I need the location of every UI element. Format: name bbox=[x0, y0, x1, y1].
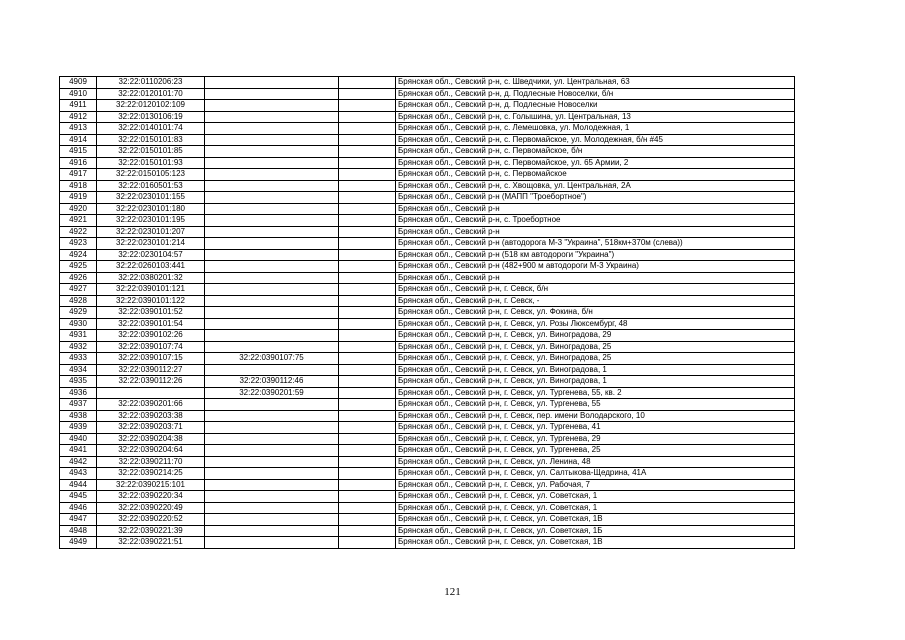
table-row bbox=[60, 433, 795, 445]
table-row bbox=[60, 77, 795, 89]
address-cell: Брянская обл., Севский р-н, г. Севск, ул. Тургенева, 55, кв. 2 bbox=[396, 387, 795, 399]
empty-cell bbox=[339, 307, 396, 319]
cadastral-number-cell: 32:22:0150101:83 bbox=[97, 134, 205, 146]
cadastral-number-cell: 32:22:0230101:155 bbox=[97, 192, 205, 204]
row-number-cell: 4933 bbox=[60, 353, 97, 365]
table-row bbox=[60, 399, 795, 411]
address-cell: Брянская обл., Севский р-н, г. Севск, ул. Розы Люксембург, 48 bbox=[396, 318, 795, 330]
cadastral-number-cell: 32:22:0390107:15 bbox=[97, 353, 205, 365]
cadastral-number-cell: 32:22:0260103:441 bbox=[97, 261, 205, 273]
table-row bbox=[60, 364, 795, 376]
previous-number-cell: 32:22:0390112:46 bbox=[205, 376, 339, 388]
cadastral-number-cell: 32:22:0390220:34 bbox=[97, 491, 205, 503]
cadastral-number-cell: 32:22:0390201:66 bbox=[97, 399, 205, 411]
row-number-cell: 4918 bbox=[60, 180, 97, 192]
address-cell: Брянская обл., Севский р-н, г. Севск, пер. имени Володарского, 10 bbox=[396, 410, 795, 422]
row-number-cell: 4923 bbox=[60, 238, 97, 250]
previous-number-cell bbox=[205, 100, 339, 112]
empty-cell bbox=[339, 146, 396, 158]
previous-number-cell bbox=[205, 226, 339, 238]
table-row bbox=[60, 169, 795, 181]
empty-cell bbox=[339, 134, 396, 146]
cadastral-number-cell: 32:22:0150105:123 bbox=[97, 169, 205, 181]
previous-number-cell bbox=[205, 491, 339, 503]
table-row bbox=[60, 318, 795, 330]
empty-cell bbox=[339, 514, 396, 526]
address-cell: Брянская обл., Севский р-н, с. Первомайское, б/н bbox=[396, 146, 795, 158]
empty-cell bbox=[339, 77, 396, 89]
previous-number-cell bbox=[205, 479, 339, 491]
address-cell: Брянская обл., Севский р-н, г. Севск, ул. Виноградова, 1 bbox=[396, 364, 795, 376]
previous-number-cell bbox=[205, 422, 339, 434]
table-row bbox=[60, 123, 795, 135]
table-row bbox=[60, 376, 795, 388]
table-row bbox=[60, 134, 795, 146]
address-cell: Брянская обл., Севский р-н, г. Севск, ул. Тургенева, 41 bbox=[396, 422, 795, 434]
row-number-cell: 4930 bbox=[60, 318, 97, 330]
previous-number-cell: 32:22:0390201:59 bbox=[205, 387, 339, 399]
row-number-cell: 4911 bbox=[60, 100, 97, 112]
cadastral-number-cell: 32:22:0120101:70 bbox=[97, 88, 205, 100]
row-number-cell: 4917 bbox=[60, 169, 97, 181]
address-cell: Брянская обл., Севский р-н, с. Первомайское, ул. Молодежная, б/н #45 bbox=[396, 134, 795, 146]
empty-cell bbox=[339, 100, 396, 112]
previous-number-cell bbox=[205, 284, 339, 296]
table-row bbox=[60, 330, 795, 342]
empty-cell bbox=[339, 364, 396, 376]
previous-number-cell bbox=[205, 537, 339, 549]
row-number-cell: 4916 bbox=[60, 157, 97, 169]
previous-number-cell bbox=[205, 525, 339, 537]
cadastral-number-cell: 32:22:0150101:93 bbox=[97, 157, 205, 169]
table-row bbox=[60, 180, 795, 192]
table-row bbox=[60, 203, 795, 215]
cadastral-number-cell: 32:22:0390102:26 bbox=[97, 330, 205, 342]
empty-cell bbox=[339, 502, 396, 514]
previous-number-cell bbox=[205, 238, 339, 250]
cadastral-number-cell bbox=[97, 387, 205, 399]
row-number-cell: 4925 bbox=[60, 261, 97, 273]
table-row bbox=[60, 238, 795, 250]
address-cell: Брянская обл., Севский р-н (МАПП "Троебортное") bbox=[396, 192, 795, 204]
table-row bbox=[60, 261, 795, 273]
row-number-cell: 4932 bbox=[60, 341, 97, 353]
previous-number-cell bbox=[205, 203, 339, 215]
previous-number-cell bbox=[205, 433, 339, 445]
previous-number-cell bbox=[205, 468, 339, 480]
row-number-cell: 4942 bbox=[60, 456, 97, 468]
row-number-cell: 4931 bbox=[60, 330, 97, 342]
row-number-cell: 4948 bbox=[60, 525, 97, 537]
previous-number-cell bbox=[205, 318, 339, 330]
table-row bbox=[60, 157, 795, 169]
cadastral-number-cell: 32:22:0150101:85 bbox=[97, 146, 205, 158]
address-cell: Брянская обл., Севский р-н, с. Первомайское, ул. 65 Армии, 2 bbox=[396, 157, 795, 169]
table-row bbox=[60, 387, 795, 399]
address-cell: Брянская обл., Севский р-н, г. Севск, ул. Тургенева, 55 bbox=[396, 399, 795, 411]
address-cell: Брянская обл., Севский р-н bbox=[396, 226, 795, 238]
row-number-cell: 4945 bbox=[60, 491, 97, 503]
empty-cell bbox=[339, 249, 396, 261]
cadastral-number-cell: 32:22:0390101:121 bbox=[97, 284, 205, 296]
empty-cell bbox=[339, 410, 396, 422]
row-number-cell: 4928 bbox=[60, 295, 97, 307]
previous-number-cell bbox=[205, 192, 339, 204]
address-cell: Брянская обл., Севский р-н, г. Севск, ул. Советская, 1В bbox=[396, 514, 795, 526]
registry-table-body bbox=[60, 77, 795, 549]
address-cell: Брянская обл., Севский р-н, с. Шведчики, ул. Центральная, 63 bbox=[396, 77, 795, 89]
empty-cell bbox=[339, 525, 396, 537]
previous-number-cell bbox=[205, 157, 339, 169]
row-number-cell: 4921 bbox=[60, 215, 97, 227]
cadastral-number-cell: 32:22:0160501:53 bbox=[97, 180, 205, 192]
address-cell: Брянская обл., Севский р-н, д. Подлесные Новоселки bbox=[396, 100, 795, 112]
table-row bbox=[60, 284, 795, 296]
table-row bbox=[60, 456, 795, 468]
empty-cell bbox=[339, 433, 396, 445]
table-row bbox=[60, 468, 795, 480]
table-row bbox=[60, 410, 795, 422]
table-row bbox=[60, 422, 795, 434]
address-cell: Брянская обл., Севский р-н, г. Севск, ул. Ленина, 48 bbox=[396, 456, 795, 468]
cadastral-number-cell: 32:22:0230101:180 bbox=[97, 203, 205, 215]
empty-cell bbox=[339, 422, 396, 434]
row-number-cell: 4929 bbox=[60, 307, 97, 319]
address-cell: Брянская обл., Севский р-н, г. Севск, ул. Советская, 1Б bbox=[396, 525, 795, 537]
row-number-cell: 4936 bbox=[60, 387, 97, 399]
empty-cell bbox=[339, 215, 396, 227]
cadastral-number-cell: 32:22:0390220:49 bbox=[97, 502, 205, 514]
empty-cell bbox=[339, 353, 396, 365]
previous-number-cell bbox=[205, 456, 339, 468]
table-row bbox=[60, 514, 795, 526]
empty-cell bbox=[339, 479, 396, 491]
cadastral-number-cell: 32:22:0390112:26 bbox=[97, 376, 205, 388]
previous-number-cell bbox=[205, 295, 339, 307]
empty-cell bbox=[339, 203, 396, 215]
address-cell: Брянская обл., Севский р-н (518 км автодороги "Украина") bbox=[396, 249, 795, 261]
table-row bbox=[60, 445, 795, 457]
address-cell: Брянская обл., Севский р-н, г. Севск, ул. Виноградова, 25 bbox=[396, 353, 795, 365]
previous-number-cell bbox=[205, 272, 339, 284]
previous-number-cell bbox=[205, 249, 339, 261]
empty-cell bbox=[339, 537, 396, 549]
address-cell: Брянская обл., Севский р-н (автодорога М-3 "Украина", 518км+370м (слева)) bbox=[396, 238, 795, 250]
table-row bbox=[60, 111, 795, 123]
address-cell: Брянская обл., Севский р-н, с. Троебортное bbox=[396, 215, 795, 227]
cadastral-number-cell: 32:22:0390204:64 bbox=[97, 445, 205, 457]
previous-number-cell bbox=[205, 307, 339, 319]
previous-number-cell bbox=[205, 330, 339, 342]
cadastral-number-cell: 32:22:0110206:23 bbox=[97, 77, 205, 89]
previous-number-cell bbox=[205, 77, 339, 89]
previous-number-cell bbox=[205, 88, 339, 100]
cadastral-number-cell: 32:22:0230101:207 bbox=[97, 226, 205, 238]
row-number-cell: 4919 bbox=[60, 192, 97, 204]
row-number-cell: 4946 bbox=[60, 502, 97, 514]
registry-table bbox=[59, 76, 795, 549]
row-number-cell: 4915 bbox=[60, 146, 97, 158]
previous-number-cell bbox=[205, 215, 339, 227]
row-number-cell: 4913 bbox=[60, 123, 97, 135]
row-number-cell: 4940 bbox=[60, 433, 97, 445]
previous-number-cell bbox=[205, 146, 339, 158]
cadastral-number-cell: 32:22:0390107:74 bbox=[97, 341, 205, 353]
empty-cell bbox=[339, 468, 396, 480]
address-cell: Брянская обл., Севский р-н bbox=[396, 272, 795, 284]
cadastral-number-cell: 32:22:0390221:39 bbox=[97, 525, 205, 537]
address-cell: Брянская обл., Севский р-н, г. Севск, ул. Советская, 1В bbox=[396, 537, 795, 549]
row-number-cell: 4949 bbox=[60, 537, 97, 549]
previous-number-cell: 32:22:0390107:75 bbox=[205, 353, 339, 365]
address-cell: Брянская обл., Севский р-н, г. Севск, - bbox=[396, 295, 795, 307]
table-row bbox=[60, 100, 795, 112]
previous-number-cell bbox=[205, 123, 339, 135]
previous-number-cell bbox=[205, 169, 339, 181]
address-cell: Брянская обл., Севский р-н, с. Голышина, ул. Центральная, 13 bbox=[396, 111, 795, 123]
empty-cell bbox=[339, 261, 396, 273]
row-number-cell: 4934 bbox=[60, 364, 97, 376]
empty-cell bbox=[339, 341, 396, 353]
previous-number-cell bbox=[205, 445, 339, 457]
table-row bbox=[60, 502, 795, 514]
address-cell: Брянская обл., Севский р-н, г. Севск, ул. Виноградова, 29 bbox=[396, 330, 795, 342]
table-row bbox=[60, 192, 795, 204]
cadastral-number-cell: 32:22:0390214:25 bbox=[97, 468, 205, 480]
row-number-cell: 4941 bbox=[60, 445, 97, 457]
empty-cell bbox=[339, 272, 396, 284]
empty-cell bbox=[339, 491, 396, 503]
previous-number-cell bbox=[205, 502, 339, 514]
empty-cell bbox=[339, 192, 396, 204]
row-number-cell: 4926 bbox=[60, 272, 97, 284]
address-cell: Брянская обл., Севский р-н, г. Севск, ул. Тургенева, 29 bbox=[396, 433, 795, 445]
row-number-cell: 4924 bbox=[60, 249, 97, 261]
address-cell: Брянская обл., Севский р-н (482+900 м автодороги М-3 Украина) bbox=[396, 261, 795, 273]
address-cell: Брянская обл., Севский р-н, д. Подлесные Новоселки, б/н bbox=[396, 88, 795, 100]
row-number-cell: 4937 bbox=[60, 399, 97, 411]
address-cell: Брянская обл., Севский р-н, г. Севск, ул. Виноградова, 1 bbox=[396, 376, 795, 388]
cadastral-number-cell: 32:22:0390101:122 bbox=[97, 295, 205, 307]
address-cell: Брянская обл., Севский р-н, с. Хвощовка, ул. Центральная, 2А bbox=[396, 180, 795, 192]
previous-number-cell bbox=[205, 514, 339, 526]
table-row bbox=[60, 88, 795, 100]
table-row bbox=[60, 249, 795, 261]
table-row bbox=[60, 479, 795, 491]
address-cell: Брянская обл., Севский р-н, с. Первомайское bbox=[396, 169, 795, 181]
cadastral-number-cell: 32:22:0390221:51 bbox=[97, 537, 205, 549]
cadastral-number-cell: 32:22:0130106:19 bbox=[97, 111, 205, 123]
empty-cell bbox=[339, 88, 396, 100]
previous-number-cell bbox=[205, 341, 339, 353]
previous-number-cell bbox=[205, 399, 339, 411]
row-number-cell: 4914 bbox=[60, 134, 97, 146]
address-cell: Брянская обл., Севский р-н bbox=[396, 203, 795, 215]
cadastral-number-cell: 32:22:0390211:70 bbox=[97, 456, 205, 468]
page-number: 121 bbox=[444, 586, 461, 598]
empty-cell bbox=[339, 111, 396, 123]
cadastral-number-cell: 32:22:0390215:101 bbox=[97, 479, 205, 491]
row-number-cell: 4947 bbox=[60, 514, 97, 526]
cadastral-number-cell: 32:22:0390203:71 bbox=[97, 422, 205, 434]
address-cell: Брянская обл., Севский р-н, г. Севск, ул. Фокина, б/н bbox=[396, 307, 795, 319]
address-cell: Брянская обл., Севский р-н, г. Севск, ул. Тургенева, 25 bbox=[396, 445, 795, 457]
address-cell: Брянская обл., Севский р-н, г. Севск, ул. Виноградова, 25 bbox=[396, 341, 795, 353]
empty-cell bbox=[339, 169, 396, 181]
cadastral-number-cell: 32:22:0120102:109 bbox=[97, 100, 205, 112]
row-number-cell: 4909 bbox=[60, 77, 97, 89]
row-number-cell: 4910 bbox=[60, 88, 97, 100]
empty-cell bbox=[339, 226, 396, 238]
empty-cell bbox=[339, 387, 396, 399]
empty-cell bbox=[339, 123, 396, 135]
empty-cell bbox=[339, 399, 396, 411]
row-number-cell: 4912 bbox=[60, 111, 97, 123]
table-row bbox=[60, 537, 795, 549]
cadastral-number-cell: 32:22:0390220:52 bbox=[97, 514, 205, 526]
table-row bbox=[60, 295, 795, 307]
row-number-cell: 4938 bbox=[60, 410, 97, 422]
address-cell: Брянская обл., Севский р-н, г. Севск, ул. Советская, 1 bbox=[396, 491, 795, 503]
address-cell: Брянская обл., Севский р-н, г. Севск, ул. Салтыкова-Щедрина, 41А bbox=[396, 468, 795, 480]
table-row bbox=[60, 353, 795, 365]
empty-cell bbox=[339, 318, 396, 330]
cadastral-number-cell: 32:22:0230104:57 bbox=[97, 249, 205, 261]
table-row bbox=[60, 146, 795, 158]
table-row bbox=[60, 341, 795, 353]
row-number-cell: 4935 bbox=[60, 376, 97, 388]
address-cell: Брянская обл., Севский р-н, г. Севск, ул. Рабочая, 7 bbox=[396, 479, 795, 491]
cadastral-number-cell: 32:22:0390101:52 bbox=[97, 307, 205, 319]
previous-number-cell bbox=[205, 261, 339, 273]
address-cell: Брянская обл., Севский р-н, г. Севск, б/н bbox=[396, 284, 795, 296]
row-number-cell: 4927 bbox=[60, 284, 97, 296]
cadastral-number-cell: 32:22:0140101:74 bbox=[97, 123, 205, 135]
row-number-cell: 4922 bbox=[60, 226, 97, 238]
empty-cell bbox=[339, 238, 396, 250]
empty-cell bbox=[339, 330, 396, 342]
table-row bbox=[60, 215, 795, 227]
empty-cell bbox=[339, 295, 396, 307]
table-row bbox=[60, 272, 795, 284]
empty-cell bbox=[339, 445, 396, 457]
empty-cell bbox=[339, 157, 396, 169]
row-number-cell: 4920 bbox=[60, 203, 97, 215]
empty-cell bbox=[339, 180, 396, 192]
table-row bbox=[60, 525, 795, 537]
row-number-cell: 4939 bbox=[60, 422, 97, 434]
empty-cell bbox=[339, 456, 396, 468]
previous-number-cell bbox=[205, 134, 339, 146]
cadastral-number-cell: 32:22:0230101:195 bbox=[97, 215, 205, 227]
previous-number-cell bbox=[205, 111, 339, 123]
table-row bbox=[60, 307, 795, 319]
previous-number-cell bbox=[205, 364, 339, 376]
cadastral-number-cell: 32:22:0390204:38 bbox=[97, 433, 205, 445]
address-cell: Брянская обл., Севский р-н, г. Севск, ул. Советская, 1 bbox=[396, 502, 795, 514]
table-row bbox=[60, 226, 795, 238]
table-row bbox=[60, 491, 795, 503]
previous-number-cell bbox=[205, 180, 339, 192]
cadastral-number-cell: 32:22:0390203:38 bbox=[97, 410, 205, 422]
empty-cell bbox=[339, 284, 396, 296]
cadastral-number-cell: 32:22:0390112:27 bbox=[97, 364, 205, 376]
row-number-cell: 4944 bbox=[60, 479, 97, 491]
cadastral-number-cell: 32:22:0230101:214 bbox=[97, 238, 205, 250]
cadastral-number-cell: 32:22:0380201:32 bbox=[97, 272, 205, 284]
previous-number-cell bbox=[205, 410, 339, 422]
empty-cell bbox=[339, 376, 396, 388]
address-cell: Брянская обл., Севский р-н, с. Лемешовка, ул. Молодежная, 1 bbox=[396, 123, 795, 135]
row-number-cell: 4943 bbox=[60, 468, 97, 480]
cadastral-number-cell: 32:22:0390101:54 bbox=[97, 318, 205, 330]
